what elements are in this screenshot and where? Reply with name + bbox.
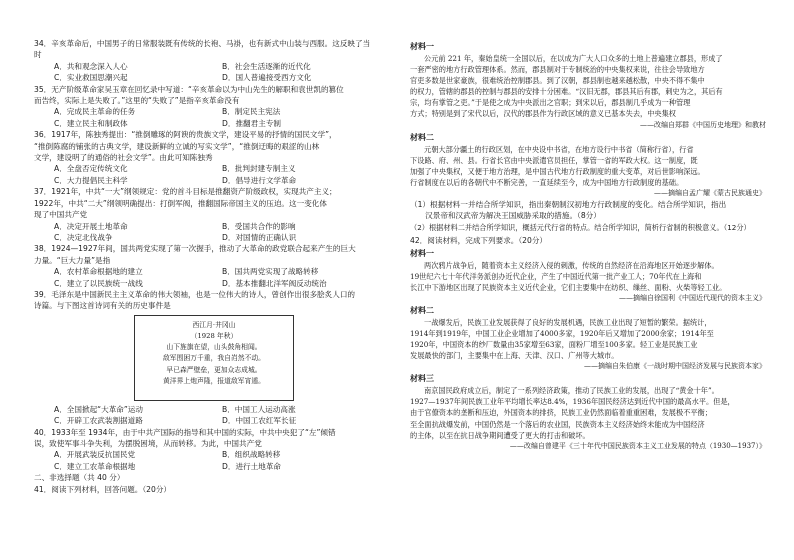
question-stem: 诗篇。与下图这首诗词有关的历史事件是 (34, 301, 171, 311)
question-39 (34, 289, 396, 427)
option-c[interactable]: C．实业救国思潮兴起 (54, 73, 128, 83)
option-b[interactable]: B．国共两党实现了战略转移 (222, 267, 319, 277)
question-stem: 时 (34, 50, 42, 60)
option-a[interactable]: A．全国掀起“大革命”运动 (54, 404, 143, 414)
question-stem: “推倒陈腐的铺张的古典文学，建设新鲜的立诚的写实文学”，“推倒迂晦的艰涩的山林 (34, 141, 320, 151)
material-line: 的主体，以至在抗日战争期间遭受了更大的打击和破坏。 (410, 430, 590, 440)
question-42-stem: 42．阅读材料，完成下列要求。（20分） (410, 236, 548, 246)
material-title: 材料一 (410, 248, 434, 258)
option-a[interactable]: A．农村革命根据地的建立 (54, 267, 143, 277)
question-41-subquestions (410, 199, 766, 233)
option-c[interactable]: C．大力提倡民主科学 (54, 175, 128, 185)
material-line: 发展最快的部门，主要集中在上海、天津、汉口、广州等大城市。 (410, 351, 619, 361)
option-row (34, 232, 396, 243)
q42-material-three-body (410, 385, 766, 440)
option-a[interactable]: A．决定开展土地革命 (54, 221, 128, 231)
question-38 (34, 243, 396, 289)
question-stem: 37．1921年，中共“一大”纲领规定：党的首斗目标是推翻资产阶级政权，实现共产主义； (34, 187, 337, 197)
question-stem: 36．1917年，陈独秀提出：“推倒雕琢的阿谀的贵族文学，建设平易的抒情的国民文学”， (34, 130, 337, 140)
poem-line: 黄洋界上炮声隆，报道敌军宵遁。 (163, 376, 265, 385)
option-row (34, 278, 396, 289)
option-row (34, 72, 396, 83)
material-line: 下设路、府、州、县。行省长官由中央派遣官员担任，掌管一省的军政大权。这一制度，既 (410, 155, 698, 165)
option-c[interactable]: C．建立工农革命根据地 (54, 461, 136, 471)
option-d[interactable]: D．中国工农红军长征 (222, 416, 297, 426)
material-line: 加强了中央集权，又便于地方治理，是中国古代地方行政制度的重大变革，对后世影响深远。 (410, 166, 705, 176)
material-title: 材料一 (410, 42, 434, 51)
material-source: ——摘编自徐国利《中国近代现代的资本主义》 (619, 293, 766, 302)
material-line: 的权力，管辖的郡县的控制与郡县的安排十分困难。“汉旧无郡，郡县其后有郡，刺史为之，其后有 (410, 87, 723, 97)
poem-line: 早已森严壁垒，更加众志成城。 (166, 365, 262, 374)
option-d[interactable]: D．进行土地革命 (222, 461, 282, 471)
material-line: 官吏多数是世家豪族，很难统治控制郡县。到了汉朝，郡县制也越来越松散，中央不得不集中 (410, 76, 705, 86)
material-source: ——改编自曾建平《三十年代中国民族资本主义工业发展的特点（1930—1937）》 (509, 441, 766, 450)
right-column (410, 40, 766, 452)
question-40 (34, 427, 396, 473)
option-row (34, 221, 396, 232)
poem-line: 敌军围困万千重，我自岿然不动。 (163, 354, 265, 363)
material-two-body (410, 144, 766, 188)
option-c[interactable]: C．开辟工农武装割据道路 (54, 416, 143, 426)
option-row (34, 61, 396, 72)
material-title: 材料三 (410, 374, 434, 384)
poem-line: 山下旌旗在望，山头鼓角相闻。 (166, 343, 262, 352)
question-stem: 误，致使军事斗争失利，为摆脱困境，从而转移。为此，中国共产党 (34, 438, 262, 448)
option-d[interactable]: D．国人普遍接受西方文化 (222, 73, 312, 83)
material-line: 一战爆发后，民族工业发展获得了良好的发展机遇，民族工业出现了短暂的繁荣。据统计， (424, 317, 712, 327)
question-stem: 1922年，中共“二大”纲领明确提出：打倒军阀，推翻国际帝国主义的压迫。这一变化体 (34, 198, 327, 208)
question-41-stem: 41．阅读下列材料，回答问题。（20分） (34, 484, 172, 494)
left-column (34, 38, 396, 495)
option-row (34, 163, 396, 174)
subquestion-line: （2）根据材料二并结合所学知识，概括元代行省的特点。结合所学知识，简析行省制的积极意义。（12分） (410, 222, 751, 232)
option-d[interactable]: D．倡导进行文学革命 (222, 175, 297, 185)
material-line: 至全面抗战爆发前，中国仍然是一个落后的农业国，民族资本主义经济始终未能成为中国经济 (410, 419, 705, 429)
option-row (34, 461, 396, 472)
option-c[interactable]: C．建立民主和制政体 (54, 118, 128, 128)
poem-title: 西江月·井冈山 (192, 320, 236, 329)
material-line: 长江中下游地区出现了民族资本主义近代企业，它们主要集中在纺织、缫丝、面粉、火柴等轻工业。 (410, 282, 727, 292)
material-source: ——改编自郑群《中国历史地理》和教材 (640, 120, 766, 129)
material-line: 1914年到1919年，中国工业企业增加了4000多家，1920年后又增加了2000余家；1914年至 (410, 328, 714, 338)
option-b[interactable]: B．社会生活逐渐的近代化 (222, 61, 311, 71)
material-title: 材料二 (410, 132, 434, 142)
material-line: 两次鸦片战争后，随着资本主义经济入侵的刺激，传统的自然经济在沿海地区开始逐步解体。 (424, 260, 719, 270)
option-b[interactable]: B．受国共合作的影响 (222, 221, 296, 231)
option-d[interactable]: D．推翻君主专制 (222, 118, 282, 128)
section-heading: 二、非选择题（共 40 分） (34, 473, 125, 483)
q42-material-two-body (410, 317, 766, 361)
material-source: ——摘编自孟广耀《蒙古民族通史》 (654, 188, 766, 197)
material-line: 1927—1937年间民族工业年平均增长率达8.4%，1936年国民经济达到近代中国的最高水平。但是， (410, 397, 735, 407)
material-line: 方式；特别是到了宋代以后，汉代的郡县作为行政区域的意义已基本失去，中央集权 (410, 109, 676, 119)
subquestion-line: 汉景帝和汉武帝为解决王国威胁采取的措施。（8分） (410, 211, 601, 221)
option-row (34, 106, 396, 117)
option-row (34, 118, 396, 129)
material-title: 材料二 (410, 305, 434, 315)
question-stem: 38．1924—1927年间，国共两党实现了第一次握手，推动了大革命的政党联合起来产生的巨大 (34, 244, 356, 254)
material-line: 南京国民政府成立后，制定了一系列经济政策，推动了民族工业的发展，出现了“黄金十年”。 (424, 386, 719, 396)
question-37 (34, 186, 396, 243)
question-stem: 35．无产阶级革命家吴玉章在回忆录中写道：“辛亥革命以为中山先生的解职和袁世凯的篡位 (34, 84, 344, 94)
option-a[interactable]: A．全盘否定传统文化 (54, 164, 128, 174)
question-stem: 而告终，实际上是失败了。”这里的“失败了”是指辛亥革命没有 (34, 96, 240, 106)
poem-date: （1928 年秋） (190, 331, 238, 340)
material-one-body (410, 53, 766, 120)
option-d[interactable]: D．基本推翻北洋军阀反动统治 (222, 278, 327, 288)
option-a[interactable]: A．开展武装反抗国民党 (54, 450, 136, 460)
material-line: 宗，均有掌管之吏。”于是使之成为中央派出之官职；到宋以后，郡县制几乎成为一种管理 (410, 98, 691, 108)
option-b[interactable]: B．组织战略转移 (222, 450, 281, 460)
material-source: ——摘编自朱伯康《一战时期中国经济发展与民族资本家》 (584, 362, 766, 371)
option-row (34, 266, 396, 277)
question-stem: 40．1933年至 1934年，由于中共产国际的指导和其中国的实际，中共中央犯了“左”倾错 (34, 427, 336, 437)
option-c[interactable]: C．建立了以民族统一战线 (54, 278, 143, 288)
material-line: 1920年，中国资本的纱厂数量由35家增至63家，面粉厂增至100多家。轻工业是民族工业 (410, 340, 698, 350)
q42-material-one-body (410, 260, 766, 293)
option-row (34, 415, 396, 426)
question-35 (34, 84, 396, 130)
material-line: 元朝大部分疆土的行政区划，在中央设中书省，在地方设行中书省（简称行省），行省 (424, 144, 694, 154)
option-a[interactable]: A．完成民主革命的任务 (54, 107, 136, 117)
poem-box (134, 315, 294, 401)
subquestion-line: （1）根据材料一并结合所学知识，指出秦朝制汉初地方行政制度的变化。结合所学知识，指出 (410, 199, 727, 209)
option-a[interactable]: A．共和观念深入人心 (54, 61, 128, 71)
question-stem: 力量。“巨大力量”是指 (34, 255, 111, 265)
question-stem: 39．毛泽东是中国新民主主义革命的伟大领袖，也是一位伟大的诗人，曾创作出很多脍炙人口的 (34, 289, 356, 299)
option-d[interactable]: D．对国情的正确认识 (222, 232, 297, 242)
option-b[interactable]: B．中国工人运动高涨 (222, 404, 296, 414)
option-row (34, 404, 396, 415)
material-line: 公元前 221 年，秦始皇统一全国以后，在以成为广大人口众多的土地上普遍建立郡县，形成了 (424, 54, 723, 63)
question-stem: 文学，建设明了的通俗的社会文学”。由此可知陈独秀 (34, 153, 213, 163)
question-34 (34, 38, 396, 84)
material-line: 由于官僚资本的垄断和压迫，外国资本的排挤，民族工业仍然面临着重重困难，发展极不平衡； (410, 408, 712, 418)
material-line: 19世纪六七十年代洋务派创办近代企业，产生了中国近代第一批产业工人；70年代在上海和 (410, 271, 702, 281)
option-c[interactable]: C．决定北伐战争 (54, 232, 113, 242)
option-b[interactable]: B．批判封建专制主义 (222, 164, 296, 174)
question-stem: 现了中国共产党 (34, 210, 88, 220)
option-b[interactable]: B．制定民主宪法 (222, 107, 281, 117)
option-row (34, 449, 396, 460)
question-stem: 34．辛亥革命后，中国男子的日常服装既有传统的长袍、马褂，也有新式中山装与西服。这反映了当 (34, 39, 371, 48)
material-line: 行省制度在以后的各朝代中不断完善，一直延续至今，成为中国地方行政制度的基础。 (410, 177, 684, 187)
question-36 (34, 129, 396, 186)
material-line: 一套严密的地方行政管理体系。然而，郡县制对于专制统治的中央集权来说，往往会导致地方 (410, 65, 705, 75)
option-row (34, 175, 396, 186)
